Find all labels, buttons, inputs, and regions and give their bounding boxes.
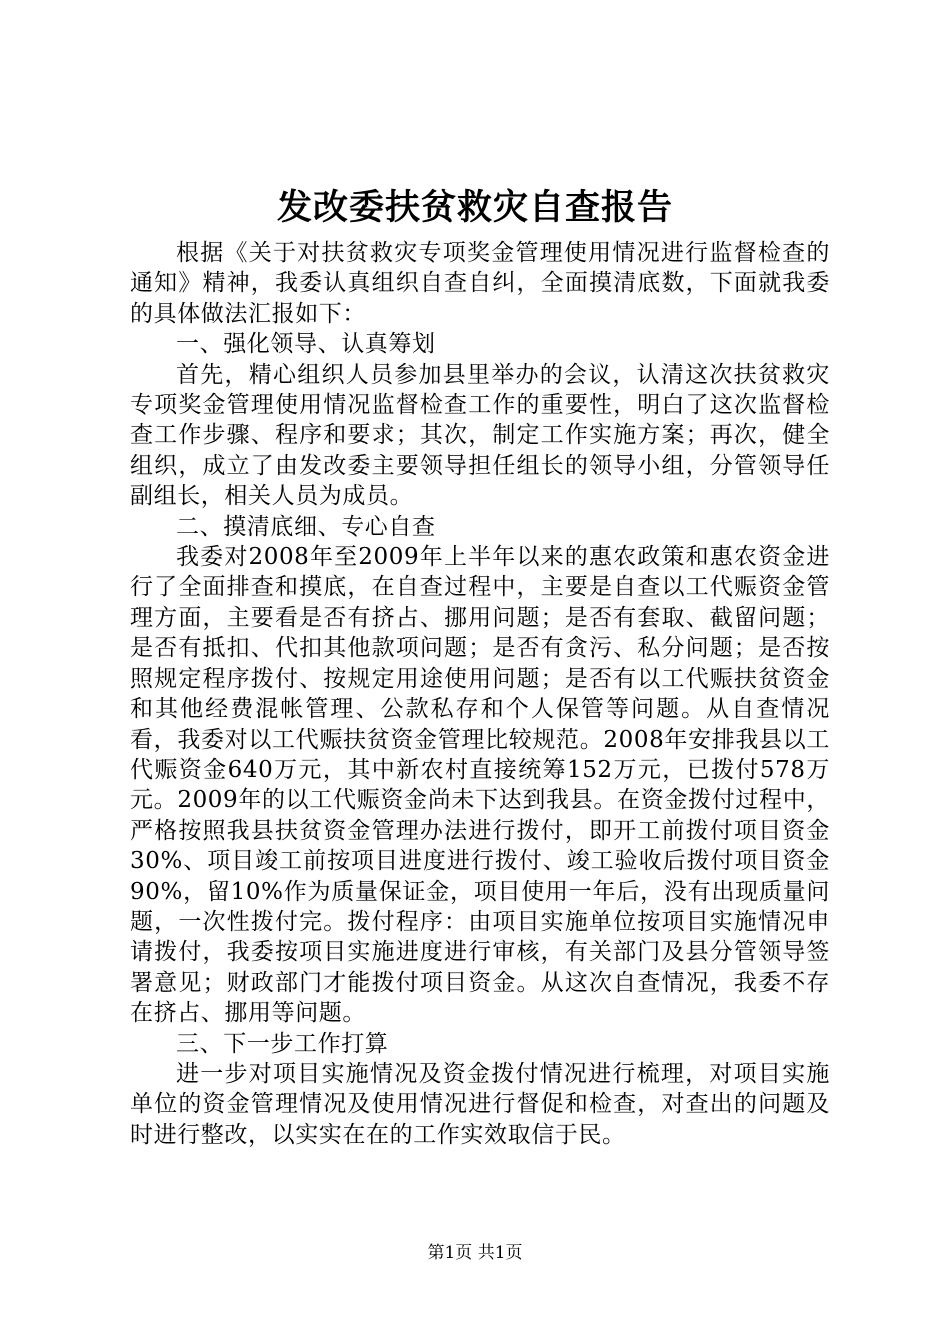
document-body <box>130 238 830 1150</box>
document-title: 发改委扶贫救灾自查报告 <box>276 187 673 228</box>
section-2-heading: 二、摸清底细、专心自查 <box>176 513 436 540</box>
section-1-heading: 一、强化领导、认真筹划 <box>176 331 436 358</box>
intro-paragraph: 根据《关于对扶贫救灾专项奖金管理使用情况进行监督检查的通知》精神，我委认真组织自查自纠，全面摸清底数，下面就我委的具体做法汇报如下： <box>130 240 830 327</box>
section-1-paragraph: 首先，精心组织人员参加县里举办的会议，认清这次扶贫救灾专项奖金管理使用情况监督检查工作的重要性，明白了这次监督检查工作步骤、程序和要求；其次，制定工作实施方案；再次，健全组织，成立了由发改委主要领导担任组长的领导小组，分管领导任副组长，相关人员为成员。 <box>130 361 830 510</box>
section-2-paragraph: 我委对2008年至2009年上半年以来的惠农政策和惠农资金进行了全面排查和摸底，在自查过程中，主要是自查以工代赈资金管理方面，主要看是否有挤占、挪用问题；是否有套取、截留问题；是否有抵扣、代扣其他款项问题；是否有贪污、私分问题；是否按照规定程序拨付、按规定用途使用问题；是否有以工代赈扶贫资金和其他经费混帐管理、公款私存和个人保管等问题。从自查情况看，我委对以工代赈扶贫资金管理比较规范。2008年安排我县以工代赈资金640万元，其中新农村直接统筹152万元，已拨付578万元。2009年的以工代赈资金尚未下达到我县。在资金拨付过程中，严格按照我县扶贫资金管理办法进行拨付，即开工前拨付项目资金30%、项目竣工前按项目进度进行拨付、竣工验收后拨付项目资金90%，留10%作为质量保证金，项目使用一年后，没有出现质量问题，一次性拨付完。拨付程序：由项目实施单位按项目实施情况申请拨付，我委按项目实施进度进行审核，有关部门及县分管领导签署意见；财政部门才能拨付项目资金。从这次自查情况，我委不存在挤占、挪用等问题。 <box>130 544 830 1027</box>
section-3-paragraph: 进一步对项目实施情况及资金拨付情况进行梳理，对项目实施单位的资金管理情况及使用情况进行督促和检查，对查出的问题及时进行整改，以实实在在的工作实效取信于民。 <box>130 1060 830 1148</box>
page-footer: 第1页 共1页 <box>427 1243 523 1263</box>
section-3-heading: 三、下一步工作打算 <box>176 1030 389 1057</box>
